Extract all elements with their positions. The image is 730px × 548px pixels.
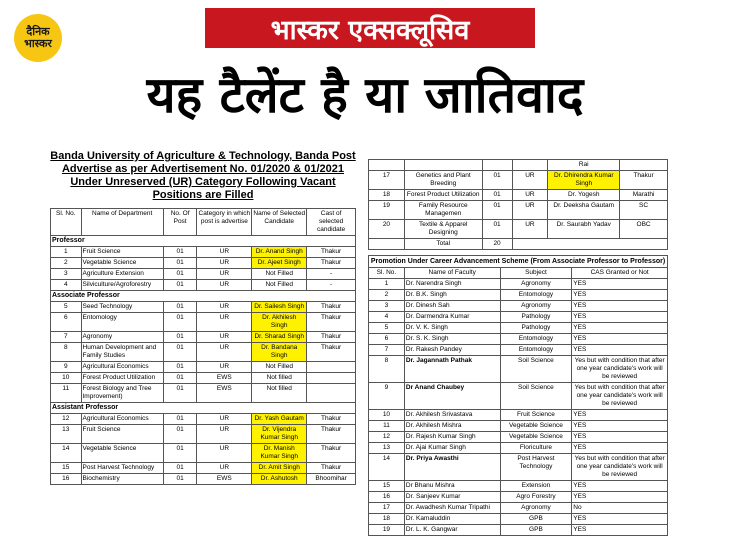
table-cell: Agronomy [500, 503, 572, 514]
table-cell: Extension [500, 481, 572, 492]
table-row [369, 443, 668, 454]
table-cell: 01 [163, 280, 197, 291]
table-cell: 3 [51, 269, 82, 280]
table-cell: Biochemistry [81, 474, 163, 485]
table-cell: 2 [51, 258, 82, 269]
table-cell: Entomology [81, 313, 163, 332]
table-cell: Yes but with condition that after one year candidate's work will be reviewed [572, 356, 668, 383]
table-row [369, 201, 668, 220]
table-cell: 5 [369, 323, 405, 334]
vacancy-table-continued [368, 159, 668, 250]
table-cell: Thakur [307, 258, 356, 269]
table-row [369, 503, 668, 514]
table-cell: 6 [51, 313, 82, 332]
table-cell: YES [572, 421, 668, 432]
table-cell: Human Development and Family Studies [81, 343, 163, 362]
table-cell: Dr. Amit Singh [252, 463, 307, 474]
logo-line2: भास्कर [24, 37, 52, 50]
table-cell: Agriculture Extension [81, 269, 163, 280]
table-cell: Thakur [307, 313, 356, 332]
table-row [369, 290, 668, 301]
table-cell: 01 [163, 302, 197, 313]
table-row [369, 171, 668, 190]
table-cell: Entomology [500, 290, 572, 301]
left-document [50, 146, 356, 548]
table-cell: Family Resource Managemen [404, 201, 482, 220]
table-row [369, 190, 668, 201]
table-cell: UR [197, 313, 252, 332]
table-cell: 12 [369, 432, 405, 443]
table-cell: UR [197, 258, 252, 269]
table-cell: 7 [369, 345, 405, 356]
headline: यह टैलेंट है या जातिवाद [146, 66, 584, 124]
table-cell: Dr. Akhilesh Mishra [404, 421, 500, 432]
table-cell: 01 [482, 190, 512, 201]
table-cell: YES [572, 301, 668, 312]
table-cell: UR [197, 362, 252, 373]
table-cell: SC [620, 201, 668, 220]
table-cell: Dr. B.K. Singh [404, 290, 500, 301]
table-cell: Dr. S. K. Singh [404, 334, 500, 345]
table-cell: 01 [163, 425, 197, 444]
table-cell: Marathi [620, 190, 668, 201]
table-row [369, 481, 668, 492]
table-cell: Dr. V. K. Singh [404, 323, 500, 334]
table-cell: 13 [369, 443, 405, 454]
table-cell: 1 [51, 247, 82, 258]
table-cell: Not Filled [252, 280, 307, 291]
table-cell: 01 [163, 373, 197, 384]
table-cell: 15 [369, 481, 405, 492]
table-cell: 01 [163, 269, 197, 280]
table-row [51, 373, 356, 384]
table-cell: Seed Technology [81, 302, 163, 313]
total-row [369, 239, 668, 250]
table-cell: 16 [369, 492, 405, 503]
table-cell: UR [197, 269, 252, 280]
logo-line1: दैनिक [26, 25, 50, 38]
table-cell: YES [572, 312, 668, 323]
section-row [51, 236, 356, 247]
table-cell: 01 [163, 463, 197, 474]
table-cell: 01 [163, 414, 197, 425]
table-row [51, 474, 356, 485]
column-header: Sl. No. [51, 209, 82, 236]
table-cell: Thakur [307, 343, 356, 362]
table-cell: Thakur [620, 171, 668, 190]
table-cell: 11 [51, 384, 82, 403]
table-cell: UR [197, 280, 252, 291]
table-cell: Agricultural Economics [81, 414, 163, 425]
table-cell: 19 [369, 201, 405, 220]
table-row [369, 345, 668, 356]
table-cell: Forest Product Utilization [81, 373, 163, 384]
section-row [51, 291, 356, 302]
table-cell: YES [572, 525, 668, 536]
section-label: Associate Professor [51, 291, 356, 302]
table-cell: 5 [51, 302, 82, 313]
table-cell: Forest Biology and Tree Improvement) [81, 384, 163, 403]
table-cell: Dr. Rajesh Kumar Singh [404, 432, 500, 443]
table-cell [307, 384, 356, 403]
table-cell: Dr Bhanu Mishra [404, 481, 500, 492]
table-row [51, 362, 356, 373]
column-header: Name of Department [81, 209, 163, 236]
table-cell: Thakur [307, 302, 356, 313]
table-cell [620, 160, 668, 171]
column-header: Name of Selected Candidate [252, 209, 307, 236]
table-cell: Fruit Science [81, 247, 163, 258]
table-cell: Pathology [500, 312, 572, 323]
table-cell: No [572, 503, 668, 514]
exclusive-banner: भास्कर एक्सक्लूसिव [205, 8, 535, 48]
table-row [369, 279, 668, 290]
table-cell: Dr. Ashutosh [252, 474, 307, 485]
table-cell: GPB [500, 514, 572, 525]
table-cell: 9 [369, 383, 405, 410]
table-cell: Rai [548, 160, 620, 171]
total-label: Total [404, 239, 482, 250]
table-cell: 17 [369, 171, 405, 190]
table-row [369, 334, 668, 345]
table-row [51, 343, 356, 362]
table-cell: Thakur [307, 332, 356, 343]
table-cell: 4 [369, 312, 405, 323]
table-cell: Textile & Apparel Designing [404, 220, 482, 239]
table-row [51, 384, 356, 403]
table-cell: Dr. Rakesh Pandey [404, 345, 500, 356]
table-cell: Dr. Darmendra Kumar [404, 312, 500, 323]
table-cell: Dr. Dhirendra Kumar Singh [548, 171, 620, 190]
table-row [51, 258, 356, 269]
table-cell: 6 [369, 334, 405, 345]
table-cell: 18 [369, 514, 405, 525]
table-cell: Agro Forestry [500, 492, 572, 503]
column-header: Subject [500, 268, 572, 279]
table-cell: Dr. Priya Awasthi [404, 454, 500, 481]
table-row [369, 220, 668, 239]
table-cell: 01 [163, 258, 197, 269]
table-cell: UR [197, 414, 252, 425]
table-cell: UR [197, 332, 252, 343]
table-cell [307, 373, 356, 384]
table-cell: Post Harvest Technology [500, 454, 572, 481]
table-cell: 4 [51, 280, 82, 291]
table-cell: Not Filled [252, 269, 307, 280]
table-row [51, 247, 356, 258]
table-cell: EWS [197, 384, 252, 403]
table-cell: Pathology [500, 323, 572, 334]
table-row [369, 383, 668, 410]
table-cell: Dr Anand Chaubey [404, 383, 500, 410]
table-cell: UR [512, 220, 548, 239]
table-cell: Thakur [307, 414, 356, 425]
table-cell: Thakur [307, 425, 356, 444]
table-cell: 01 [163, 313, 197, 332]
left-doc-title: Banda University of Agriculture & Technology, Banda Post Advertise as per Advertisement No. 01/2020 & 01/2021 Under Unreserved (UR) Category Following Vacant Positions are Filled [50, 150, 356, 201]
table-cell [404, 160, 482, 171]
table-cell: Dr. Sharad Singh [252, 332, 307, 343]
table-cell: 2 [369, 290, 405, 301]
table-cell [482, 160, 512, 171]
table-cell: Dr. L. K. Gangwar [404, 525, 500, 536]
table-cell: 18 [369, 190, 405, 201]
table-cell: YES [572, 290, 668, 301]
table-cell: UR [197, 425, 252, 444]
table-cell: Dr. Dinesh Sah [404, 301, 500, 312]
table-row [51, 425, 356, 444]
table-cell: Forest Product Utilization [404, 190, 482, 201]
table-cell: Soil Science [500, 356, 572, 383]
table-cell: Agricultural Economics [81, 362, 163, 373]
table-row [369, 421, 668, 432]
table-cell: UR [512, 201, 548, 220]
table-cell: 10 [369, 410, 405, 421]
table-cell: Vegetable Science [500, 432, 572, 443]
table-cell: Thakur [307, 463, 356, 474]
table-cell: Dr. Kamaluddin [404, 514, 500, 525]
table-cell: YES [572, 279, 668, 290]
section-label: Assistant Professor [51, 403, 356, 414]
table-cell: Dr. Yogesh [548, 190, 620, 201]
table-row [369, 492, 668, 503]
total-value: 20 [482, 239, 512, 250]
table-cell: 13 [51, 425, 82, 444]
table-cell: Dr. Bandana Singh [252, 343, 307, 362]
promotion-table [368, 267, 668, 536]
table-cell: Dr. Yash Gautam [252, 414, 307, 425]
table-cell: Dr. Sailesh Singh [252, 302, 307, 313]
table-row [51, 313, 356, 332]
section-label: Professor [51, 236, 356, 247]
table-cell: 11 [369, 421, 405, 432]
right-document [368, 159, 668, 548]
table-cell [369, 160, 405, 171]
table-cell: Dr. Vijendra Kumar Singh [252, 425, 307, 444]
table-cell: Post Harvest Technology [81, 463, 163, 474]
table-cell: 16 [51, 474, 82, 485]
table-cell: YES [572, 323, 668, 334]
table-cell: Genetics and Plant Breeding [404, 171, 482, 190]
vacancy-table [50, 208, 356, 485]
table-cell: Dr. Awadhesh Kumar Tripathi [404, 503, 500, 514]
section-row [51, 403, 356, 414]
table-cell: 01 [482, 171, 512, 190]
table-cell: Silviculture/Agroforestry [81, 280, 163, 291]
table-cell: Agronomy [500, 279, 572, 290]
table-cell: Bhoomihar [307, 474, 356, 485]
table-cell: Vegetable Science [81, 258, 163, 269]
table-row [369, 525, 668, 536]
column-header: Category in which post is advertise [197, 209, 252, 236]
table-cell: Not Filled [252, 362, 307, 373]
table-cell: Dr. Ajeet Singh [252, 258, 307, 269]
table-cell: 01 [163, 247, 197, 258]
table-cell: UR [512, 190, 548, 201]
table-row [369, 323, 668, 334]
table-cell: Not filled [252, 384, 307, 403]
table-row [369, 356, 668, 383]
column-header: CAS Granted or Not [572, 268, 668, 279]
table-cell: UR [197, 463, 252, 474]
table-cell: Not filled [252, 373, 307, 384]
table-cell: UR [197, 302, 252, 313]
column-header: No. Of Post [163, 209, 197, 236]
table-row [369, 432, 668, 443]
table-cell: 19 [369, 525, 405, 536]
table-cell: Entomology [500, 334, 572, 345]
table-cell: Thakur [307, 444, 356, 463]
table-cell [369, 239, 405, 250]
table-cell: EWS [197, 474, 252, 485]
column-header: Sl. No. [369, 268, 405, 279]
table-cell: Dr. Deeksha Gautam [548, 201, 620, 220]
table-cell: 3 [369, 301, 405, 312]
table-row [369, 410, 668, 421]
table-cell: Agronomy [500, 301, 572, 312]
table-cell: 01 [482, 220, 512, 239]
table-row [51, 280, 356, 291]
table-cell: Vegetable Science [500, 421, 572, 432]
table-cell: 9 [51, 362, 82, 373]
table-cell: 20 [369, 220, 405, 239]
table-cell: Dr. Akhilesh Srivastava [404, 410, 500, 421]
table-cell: YES [572, 410, 668, 421]
table-row [51, 269, 356, 280]
table-cell: YES [572, 443, 668, 454]
table-cell: YES [572, 481, 668, 492]
table-cell: 01 [163, 444, 197, 463]
column-header: Cast of selected candidate [307, 209, 356, 236]
table-cell [512, 239, 668, 250]
table-row [51, 463, 356, 474]
table-cell: Dr. Manish Kumar Singh [252, 444, 307, 463]
table-cell: Vegetable Science [81, 444, 163, 463]
table-cell: YES [572, 432, 668, 443]
table-cell: Yes but with condition that after one year candidate's work will be reviewed [572, 383, 668, 410]
table-cell: 14 [369, 454, 405, 481]
table-cell: 17 [369, 503, 405, 514]
table-cell: UR [197, 343, 252, 362]
table-cell: Dr. Ajai Kumar Singh [404, 443, 500, 454]
table-cell: YES [572, 345, 668, 356]
table-cell: - [307, 269, 356, 280]
table-cell: Agronomy [81, 332, 163, 343]
table-cell: YES [572, 514, 668, 525]
table-cell: - [307, 280, 356, 291]
table-row [51, 302, 356, 313]
table-row [51, 332, 356, 343]
table-cell: 01 [482, 201, 512, 220]
table-cell: EWS [197, 373, 252, 384]
table-row [51, 414, 356, 425]
table-cell: Dr. Anand Singh [252, 247, 307, 258]
table-cell: Fruit Science [500, 410, 572, 421]
table-cell: 15 [51, 463, 82, 474]
table-cell: Dr. Narendra Singh [404, 279, 500, 290]
table-row [369, 514, 668, 525]
table-cell: GPB [500, 525, 572, 536]
table-cell: 12 [51, 414, 82, 425]
table-cell: 01 [163, 332, 197, 343]
table-cell: YES [572, 334, 668, 345]
table-cell: Soil Science [500, 383, 572, 410]
table-row [369, 301, 668, 312]
table-cell: 8 [51, 343, 82, 362]
table-cell: 1 [369, 279, 405, 290]
table-cell: Entomology [500, 345, 572, 356]
promotion-title: Promotion Under Career Advancement Scheme (From Associate Professor to Professor) [368, 255, 668, 267]
table-cell: Dr. Saurabh Yadav [548, 220, 620, 239]
table-cell: Floriculture [500, 443, 572, 454]
table-cell: 01 [163, 362, 197, 373]
table-cell: 01 [163, 343, 197, 362]
table-cell: Fruit Science [81, 425, 163, 444]
table-cell: Thakur [307, 247, 356, 258]
column-header: Name of Faculty [404, 268, 500, 279]
table-cell: Dr. Jagannath Pathak [404, 356, 500, 383]
table-row [369, 454, 668, 481]
table-cell: 01 [163, 474, 197, 485]
table-cell [512, 160, 548, 171]
table-cell: Yes but with condition that after one year candidate's work will be reviewed [572, 454, 668, 481]
table-cell: YES [572, 492, 668, 503]
table-cell: 01 [163, 384, 197, 403]
dainik-bhaskar-logo [14, 14, 62, 62]
table-cell [307, 362, 356, 373]
table-cell: 14 [51, 444, 82, 463]
table-row [51, 444, 356, 463]
table-cell: 10 [51, 373, 82, 384]
table-row [369, 312, 668, 323]
table-cell: UR [512, 171, 548, 190]
table-cell: UR [197, 444, 252, 463]
table-cell: 8 [369, 356, 405, 383]
table-row [369, 160, 668, 171]
table-cell: OBC [620, 220, 668, 239]
table-cell: UR [197, 247, 252, 258]
table-cell: Dr. Sanjeev Kumar [404, 492, 500, 503]
table-cell: Dr. Akhilesh Singh [252, 313, 307, 332]
table-cell: 7 [51, 332, 82, 343]
